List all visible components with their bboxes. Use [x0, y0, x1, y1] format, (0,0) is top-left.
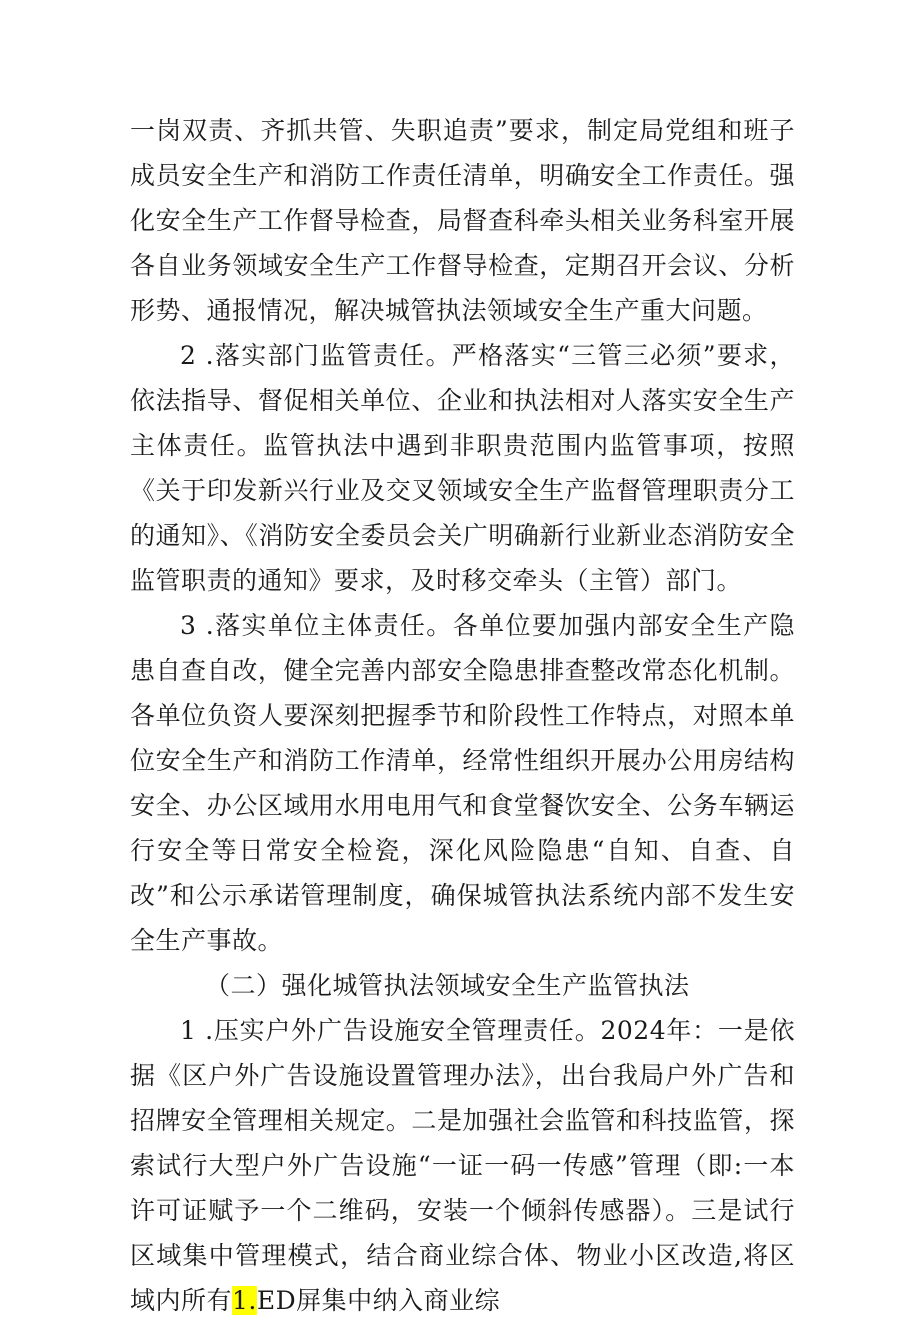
highlighted-text: 1.	[232, 1286, 257, 1315]
document-body	[130, 108, 795, 1323]
paragraph-text-after-highlight: ED屏集中纳入商业综	[256, 1286, 501, 1315]
section-heading-two: （二）强化城管执法领域安全生产监管执法	[205, 971, 690, 1000]
paragraph-responsibility-list: 一岗双责、齐抓共管、失职追责”要求，制定局党组和班子成员安全生产和消防工作责任清单，明确安全工作责任。强化安全生产工作督导检查，局督查科牵头相关业务科室开展各自业务领域安全生产工作督导检查，定期召开会议、分析形势、通报情况，解决城管执法领域安全生产重大问题。	[130, 116, 795, 325]
paragraph-text-before-highlight: 1 .压实户外广告设施安全管理责任。2024年：一是依据《区户外广告设施设置管理办法》，出台我局户外广告和招牌安全管理相关规定。二是加强社会监管和科技监管，探索试行大型户外广告设施“一证一码一传感”管理（即:一本许可证赋予一个二维码，安装一个倾斜传感器）。三是试行区域集中管理模式，结合商业综合体、物业小区改造,将区域内所有	[130, 1016, 795, 1315]
paragraph-unit-responsibility: 3 .落实单位主体责任。各单位要加强内部安全生产隐患自查自改，健全完善内部安全隐患排查整改常态化机制。各单位负资人要深刻把握季节和阶段性工作特点，对照本单位安全生产和消防工作清单，经常性组织开展办公用房结构安全、办公区域用水用电用气和食堂餐饮安全、公务车辆运行安全等日常安全检瓷，深化风险隐患“自知、自查、自改”和公示承诺管理制度，确保城管执法系统内部不发生安全生产事故。	[130, 611, 795, 955]
paragraph-outdoor-advertising	[130, 1008, 795, 1323]
paragraph-department-supervision: 2 .落实部门监管责任。严格落实“三管三必须”要求，依法指导、督促相关单位、企业和执法相对人落实安全生产主体责任。监管执法中遇到非职贵范围内监管事项，按照《关于印发新兴行业及交叉领域安全生产监督管理职责分工的通知》、《消防安全委员会关广明确新行业新业态消防安全监管职责的通知》要求，及时移交牵头（主管）部门。	[130, 341, 795, 595]
